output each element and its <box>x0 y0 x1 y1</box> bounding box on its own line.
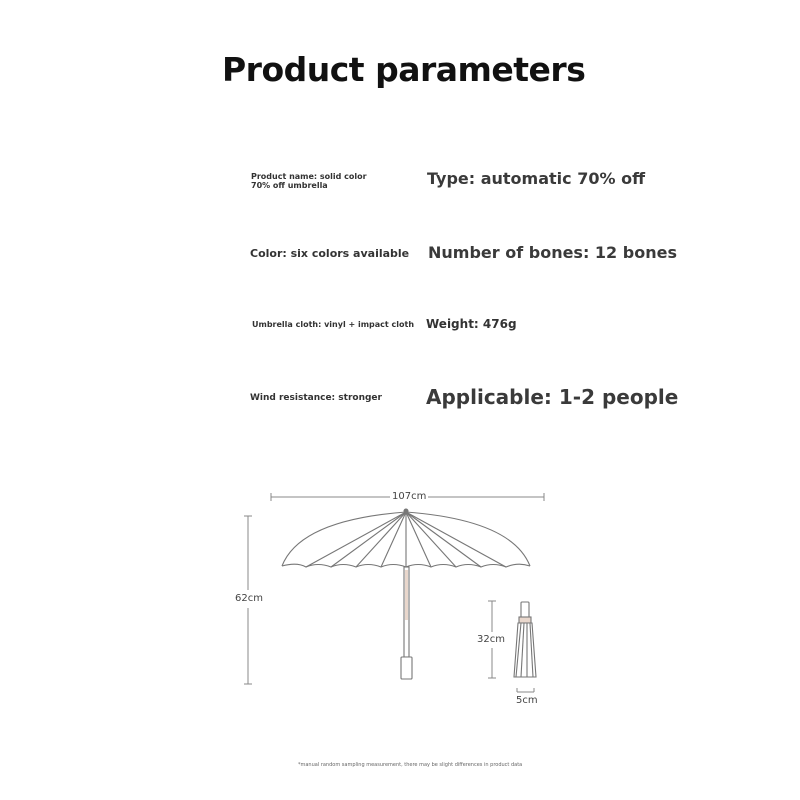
dimension-folded-length: 32cm <box>477 634 505 645</box>
dimension-height: 62cm <box>235 593 263 604</box>
param-applicable: Applicable: 1-2 people <box>426 385 679 409</box>
param-wind: Wind resistance: stronger <box>250 393 382 403</box>
param-weight: Weight: 476g <box>426 317 517 331</box>
param-cloth: Umbrella cloth: vinyl + impact cloth <box>252 320 415 329</box>
open-umbrella-icon <box>282 509 530 679</box>
param-color: Color: six colors available <box>250 247 410 260</box>
folded-umbrella-icon <box>514 602 536 677</box>
page-title: Product parameters <box>222 50 586 89</box>
param-product-name: Product name: solid color 70% off umbrella <box>251 172 367 190</box>
footnote: *manual random sampling measurement, there may be slight differences in product data <box>298 762 523 768</box>
dimension-width: 107cm <box>392 491 427 502</box>
param-bones: Number of bones: 12 bones <box>428 243 677 262</box>
param-type: Type: automatic 70% off <box>427 169 646 188</box>
dimension-folded-width: 5cm <box>516 695 538 706</box>
